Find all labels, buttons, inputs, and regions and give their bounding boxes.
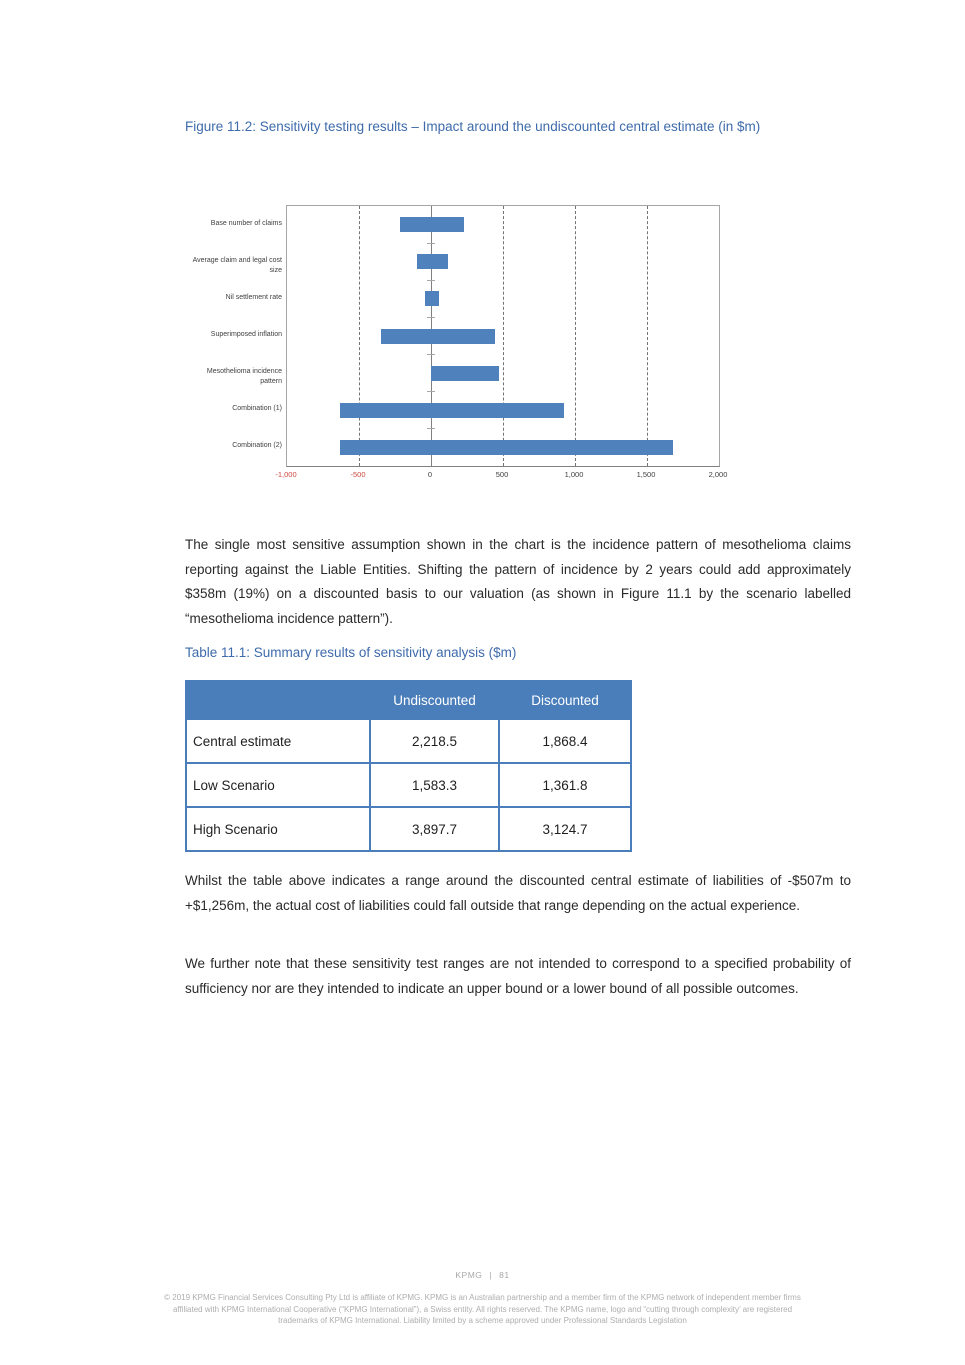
gridline — [503, 206, 504, 466]
sensitivity-chart — [185, 205, 730, 490]
x-tick-label: 1,500 — [636, 470, 656, 479]
category-separator-tick — [427, 280, 435, 281]
footer-page: 81 — [499, 1270, 510, 1280]
category-separator-tick — [427, 354, 435, 355]
row-label-cell: High Scenario — [186, 807, 370, 851]
category-label: Combination (1) — [232, 405, 282, 413]
paragraph-sensitivity-discussion: The single most sensitive assumption shown in the chart is the incidence pattern of mesothelioma claims reporting against the Liable Entities. Shifting the pattern of incidence by 2 years could add approximately $358m (19%) on a discounted basis to our valuation (as shown in Figure 11.1 by the scenario labelled “mesothelioma incidence pattern”). — [185, 537, 851, 626]
table-row — [186, 719, 631, 763]
gridline — [647, 206, 648, 466]
category-label: Mesothelioma incidence pattern — [206, 368, 282, 386]
x-tick-label: 0 — [427, 470, 433, 479]
paragraph-range-note: Whilst the table above indicates a range around the discounted central estimate of liabilities of -$507m to +$1,256m, the actual cost of liabilities could fall outside that range depending on the actual experience. — [185, 873, 851, 913]
header-cell-undiscounted: Undiscounted — [370, 681, 499, 719]
category-label: Superimposed inflation — [210, 331, 282, 338]
category-label: Combination (2) — [232, 442, 282, 450]
chart-plot-area — [286, 205, 720, 467]
sensitivity-bar — [431, 366, 499, 381]
table-title: Table 11.1: Summary results of sensitivity analysis ($m) — [185, 645, 517, 660]
value-cell: 1,868.4 — [499, 719, 631, 763]
category-label: Nil settlement rate — [225, 293, 282, 301]
category-separator-tick — [427, 391, 435, 392]
gridline — [359, 206, 360, 466]
figure-title: Figure 11.2: Sensitivity testing results – Impact around the undiscounted central estimate (in $m) — [185, 119, 761, 134]
footer-copyright — [0, 1292, 965, 1327]
copyright-line: affiliated with KPMG International Cooperative (“KPMG International”), a Swiss entity. All rights reserved. The KPMG name, logo and “cutting through complexity’ are registered — [172, 1304, 793, 1314]
table-row — [186, 763, 631, 807]
category-label: Base number of claims — [210, 219, 282, 227]
category-separator-tick — [427, 428, 435, 429]
x-tick-label: 2,000 — [708, 470, 728, 479]
header-cell-blank — [186, 681, 370, 719]
sensitivity-bar — [381, 329, 495, 344]
x-tick-label: 500 — [495, 470, 509, 479]
sensitivity-bar — [340, 440, 673, 455]
footer-page-number — [0, 1270, 965, 1280]
category-separator-tick — [427, 243, 435, 244]
row-label-cell: Low Scenario — [186, 763, 370, 807]
value-cell: 2,218.5 — [370, 719, 499, 763]
x-tick-label: 1,000 — [564, 470, 584, 479]
value-cell: 3,897.7 — [370, 807, 499, 851]
sensitivity-bar — [425, 291, 439, 306]
value-cell: 1,583.3 — [370, 763, 499, 807]
sensitivity-bar — [417, 254, 448, 269]
table-row — [186, 807, 631, 851]
paragraph-sufficiency-note: We further note that these sensitivity test ranges are not intended to correspond to a specified probability of sufficiency nor are they intended to indicate an upper bound or a lower bound of all possible outcomes. — [185, 956, 851, 996]
footer-separator: | — [489, 1270, 493, 1280]
sensitivity-bar — [340, 403, 565, 418]
value-cell: 3,124.7 — [499, 807, 631, 851]
sensitivity-bar — [400, 217, 464, 232]
summary-table — [185, 680, 632, 852]
category-separator-tick — [427, 317, 435, 318]
x-tick-label: -500 — [350, 470, 366, 479]
row-label-cell: Central estimate — [186, 719, 370, 763]
value-cell: 1,361.8 — [499, 763, 631, 807]
x-tick-label: -1,000 — [275, 470, 297, 479]
gridline — [575, 206, 576, 466]
table-header-row — [186, 681, 631, 719]
copyright-line: trademarks of KPMG International. Liability limited by a scheme approved under Professional Standards Legislation — [278, 1316, 687, 1325]
header-cell-discounted: Discounted — [499, 681, 631, 719]
footer-brand: KPMG — [455, 1270, 483, 1280]
copyright-line: © 2019 KPMG Financial Services Consulting Pty Ltd is affiliate of KPMG. KPMG is an Australian partnership and a member firm of the KPMG network of independent member firms — [164, 1293, 801, 1302]
category-label: Average claim and legal cost size — [192, 256, 282, 274]
